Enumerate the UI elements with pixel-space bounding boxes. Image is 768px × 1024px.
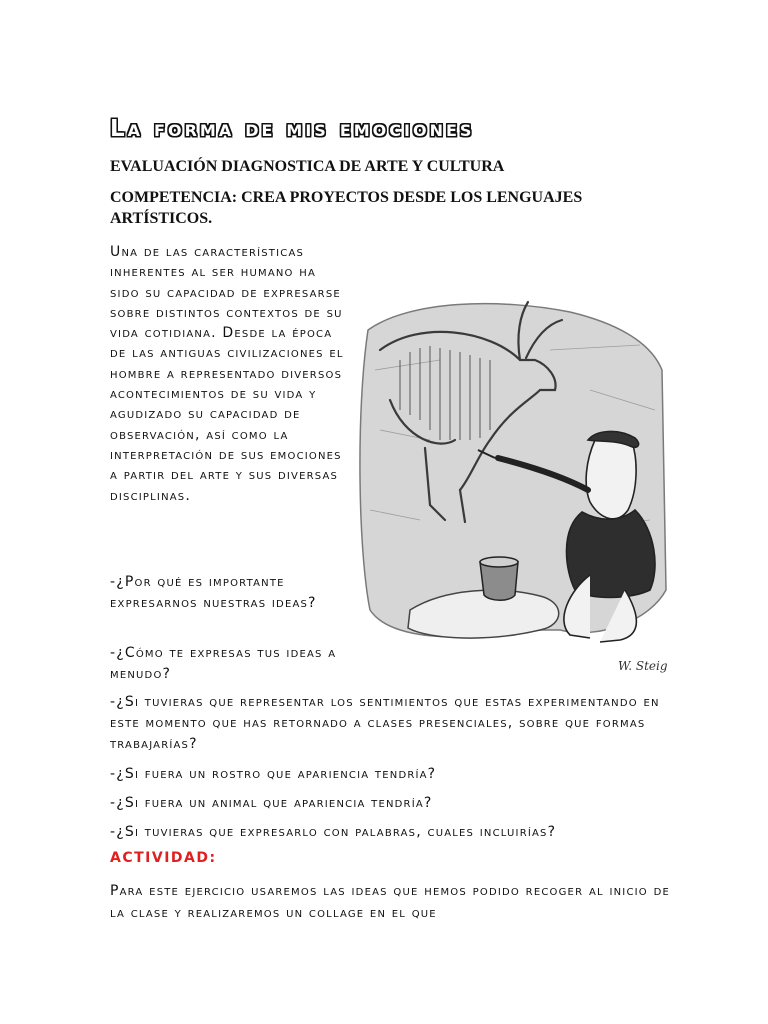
- question-2: -¿Cómo te expresas tus ideas a menudo?: [110, 645, 337, 682]
- question-4: -¿Si fuera un rostro que apariencia tendría?: [110, 766, 437, 782]
- question-3: -¿Si tuvieras que representar los sentimientos que estas experimentando en este momento que has retornado a clases presenciales, sobre que formas trabajarías?: [110, 694, 660, 752]
- intro-paragraph: Una de las características inherentes al ser humano ha sido su capacidad de expresarse sobre distintos contextos de su vida cotidiana. Desde la época de las antiguas civilizaciones el hombre a representado diversos acontecimientos de su vida y agudizado su capacidad de observación, así como la interpretación de sus emociones a partir del arte y sus diversas disciplinas.: [110, 244, 344, 504]
- question-1: -¿Por qué es importante expresarnos nuestras ideas?: [110, 574, 317, 611]
- caveman-painting-illustration: [350, 290, 670, 685]
- document-title: La forma de mis emociones: [110, 116, 475, 142]
- question-5: -¿Si fuera un animal que apariencia tendría?: [110, 795, 433, 811]
- actividad-label: ACTIVIDAD:: [110, 850, 217, 866]
- illustration-signature: W. Steig: [618, 659, 668, 673]
- competencia-heading: COMPETENCIA: CREA PROYECTOS DESDE LOS LENGUAJES ARTÍSTICOS.: [110, 189, 583, 227]
- question-6: -¿Si tuvieras que expresarlo con palabras, cuales incluirías?: [110, 824, 557, 840]
- paint-pot: [480, 557, 518, 600]
- actividad-paragraph: Para este ejercicio usaremos las ideas que hemos podido recoger al inicio de la clase y realizaremos un collage en el que: [110, 883, 670, 921]
- subtitle-heading: EVALUACIÓN DIAGNOSTICA DE ARTE Y CULTURA: [110, 158, 505, 175]
